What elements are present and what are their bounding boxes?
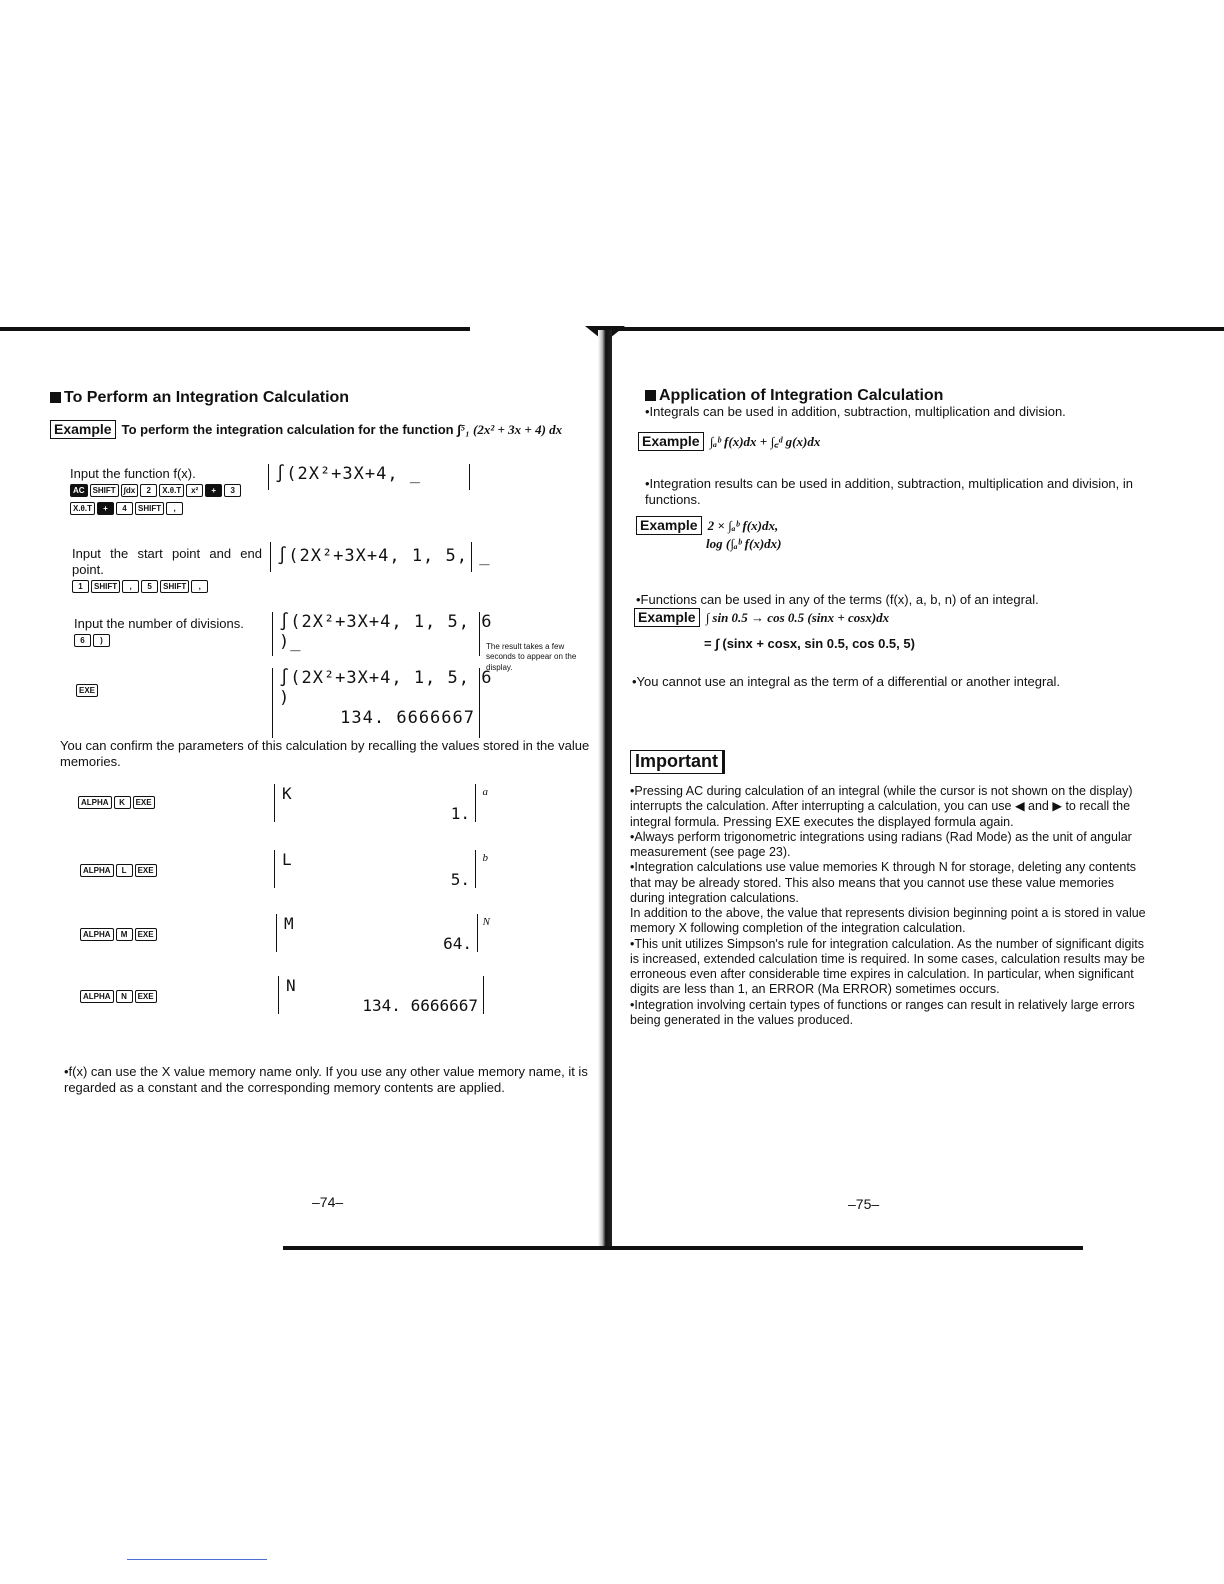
memory-k-display <box>274 784 488 824</box>
right-heading-text: Application of Integration Calculation <box>659 387 944 404</box>
memory-name: M <box>284 914 294 933</box>
key: 1 <box>72 580 89 593</box>
memory-tag: b <box>482 852 488 864</box>
important-box <box>630 750 725 774</box>
example-2-line-1: 2 × ∫ₐᵇ f(x)dx, <box>707 518 779 533</box>
step-4-display <box>272 668 493 738</box>
memory-value: 5. <box>450 870 470 889</box>
key: + <box>205 484 222 497</box>
key: , <box>122 580 139 593</box>
important-list <box>630 784 1150 1028</box>
example-label: Example <box>634 608 700 627</box>
key: EXE <box>76 684 98 697</box>
key: ) <box>93 634 110 647</box>
key: + <box>97 502 114 515</box>
example-3 <box>634 608 889 627</box>
step-1-keys-row1 <box>70 484 241 497</box>
display-edge <box>278 976 279 1014</box>
square-bullet-icon <box>50 392 61 403</box>
important-item: •Integration involving certain types of functions or ranges can result in relatively large errors being generated in the values produced. <box>630 997 1135 1027</box>
example-1 <box>638 432 820 451</box>
memory-name: N <box>286 976 296 995</box>
page-number-left: –74– <box>312 1194 344 1210</box>
left-example <box>50 420 590 439</box>
step-1-instruction: Input the function f(x). <box>70 466 196 481</box>
example-3-line-1: ∫ sin 0.5 → cos 0.5 (sinx + cosx)dx <box>705 610 890 625</box>
step-2-display <box>270 542 491 572</box>
key: , <box>166 502 183 515</box>
memory-value: 1. <box>450 804 470 823</box>
key: ALPHA <box>80 990 114 1003</box>
memory-l-keys <box>80 864 157 877</box>
book-spine <box>598 330 612 1248</box>
memory-value: 134. 6666667 <box>362 996 478 1015</box>
memory-value: 64. <box>443 934 472 953</box>
key: EXE <box>135 928 157 941</box>
step-1-display <box>268 464 470 490</box>
display-edge <box>274 850 275 888</box>
display-edge <box>274 784 275 822</box>
display-edge <box>477 914 478 952</box>
display-result: 134. 6666667 <box>340 708 475 728</box>
square-bullet-icon <box>645 390 656 401</box>
example-3-line-2: = ∫ (sinx + cosx, sin 0.5, cos 0.5, 5) <box>704 636 915 651</box>
key: M <box>116 928 133 941</box>
key: EXE <box>135 864 157 877</box>
key: 4 <box>116 502 133 515</box>
key: N <box>116 990 133 1003</box>
key: 6 <box>74 634 91 647</box>
key: 2 <box>140 484 157 497</box>
bullet-3: •Functions can be used in any of the terms (f(x), a, b, n) of an integral. <box>636 592 1039 607</box>
left-heading-text: To Perform an Integration Calculation <box>64 389 350 406</box>
important-item: •This unit utilizes Simpson's rule for integration calculation. As the number of significant digits is increased, extended calculation time is required. In some cases, calculation results may be erroneous even after considerable time expires in calculation. In particular, when significant digits are less than 1, an ERROR (Ma ERROR) sometimes occurs. <box>630 936 1145 997</box>
example-label: Example <box>636 516 702 535</box>
important-label: Important <box>630 750 725 774</box>
memory-n-display <box>278 976 492 1016</box>
top-rule-left <box>0 327 470 331</box>
display-edge <box>276 914 277 952</box>
bullet-4: •You cannot use an integral as the term of a differential or another integral. <box>632 674 1061 689</box>
key: SHIFT <box>135 502 164 515</box>
step-3-keys <box>74 634 110 647</box>
display-line: ∫(2X²+3X+4, 1, 5, _ <box>277 546 491 566</box>
important-item: •Integration calculations use value memories K through N for storage, deleting any contents that may be already stored. This also means that you cannot use these value memories during integration calculations. <box>630 860 1137 905</box>
step-3-display <box>272 612 493 656</box>
bottom-rule <box>283 1246 1083 1250</box>
key: SHIFT <box>91 580 120 593</box>
left-heading <box>50 388 349 407</box>
example-1-formula: ∫ₐᵇ f(x)dx + ∫꜀ᵈ g(x)dx <box>709 434 821 449</box>
example-label: Example <box>638 432 704 451</box>
key: K <box>114 796 131 809</box>
memory-name: K <box>282 784 292 803</box>
right-heading <box>645 386 943 405</box>
display-line: ∫(2X²+3X+4, _ <box>275 464 422 484</box>
key: , <box>191 580 208 593</box>
key: X.θ.T <box>70 502 95 515</box>
key: x² <box>186 484 203 497</box>
display-line: ) <box>279 688 291 708</box>
key: X.θ.T <box>159 484 184 497</box>
memory-l-display <box>274 850 488 890</box>
result-note: The result takes a few seconds to appear on the display. <box>486 642 577 672</box>
key: 3 <box>224 484 241 497</box>
page-number-right: –75– <box>848 1196 880 1212</box>
key: ALPHA <box>78 796 112 809</box>
example-label: Example <box>50 420 116 439</box>
bullet-1: •Integrals can be used in addition, subtraction, multiplication and division. <box>645 404 1066 419</box>
memory-n-keys <box>80 990 157 1003</box>
example-2 <box>636 516 778 535</box>
example-text: To perform the integration calculation for the function ∫ <box>121 422 461 437</box>
key: L <box>116 864 133 877</box>
key: SHIFT <box>160 580 189 593</box>
key: ALPHA <box>80 864 114 877</box>
display-line: ∫(2X²+3X+4, 1, 5, 6 <box>279 668 493 688</box>
memory-tag: a <box>482 786 488 798</box>
key: 5 <box>141 580 158 593</box>
display-line: )_ <box>279 632 302 652</box>
display-edge <box>475 850 476 888</box>
memory-tag: N <box>482 916 490 928</box>
footnote: •f(x) can use the X value memory name only. If you use any other value memory name, it is regarded as a constant and the corresponding memory contents are applied. <box>64 1064 588 1095</box>
memory-name: L <box>282 850 292 869</box>
step-2-keys <box>72 580 208 593</box>
key: SHIFT <box>90 484 119 497</box>
step-2-instruction: Input the start point and end point. <box>72 546 262 577</box>
display-edge <box>483 976 484 1014</box>
key: ∫dx <box>121 484 139 497</box>
display-line: ∫(2X²+3X+4, 1, 5, 6 <box>279 612 493 632</box>
step-3-instruction: Input the number of divisions. <box>74 616 244 631</box>
key: EXE <box>133 796 155 809</box>
step-1-keys-row2 <box>70 502 183 515</box>
key: AC <box>70 484 88 497</box>
example-2-line-2: log (∫ₐᵇ f(x)dx) <box>706 536 782 551</box>
memory-k-keys <box>78 796 155 809</box>
display-edge <box>475 784 476 822</box>
key: EXE <box>135 990 157 1003</box>
example-function: ⁵₁ (2x² + 3x + 4) dx <box>460 422 563 437</box>
key: ALPHA <box>80 928 114 941</box>
blue-underline <box>127 1559 267 1560</box>
step-4-keys <box>76 684 98 697</box>
important-item: •Pressing AC during calculation of an integral (while the cursor is not shown on the display) interrupts the calculation. After interrupting a calculation, you can use ◀ and ▶ to recall the integral formula. Pressing EXE executes the displayed formula again. <box>630 784 1133 829</box>
memory-m-keys <box>80 928 157 941</box>
memory-m-display <box>276 914 490 954</box>
confirm-text: You can confirm the parameters of this calculation by recalling the values stored in the value memories. <box>60 738 590 769</box>
important-item: In addition to the above, the value that represents division beginning point a is stored in value memory X following completion of the integration calculation. <box>630 906 1146 936</box>
top-rule-right <box>612 327 1224 331</box>
bullet-2: •Integration results can be used in addition, subtraction, multiplication and division, in functions. <box>645 476 1134 507</box>
important-item: •Always perform trigonometric integrations using radians (Rad Mode) as the unit of angular measurement (see page 23). <box>630 829 1132 859</box>
